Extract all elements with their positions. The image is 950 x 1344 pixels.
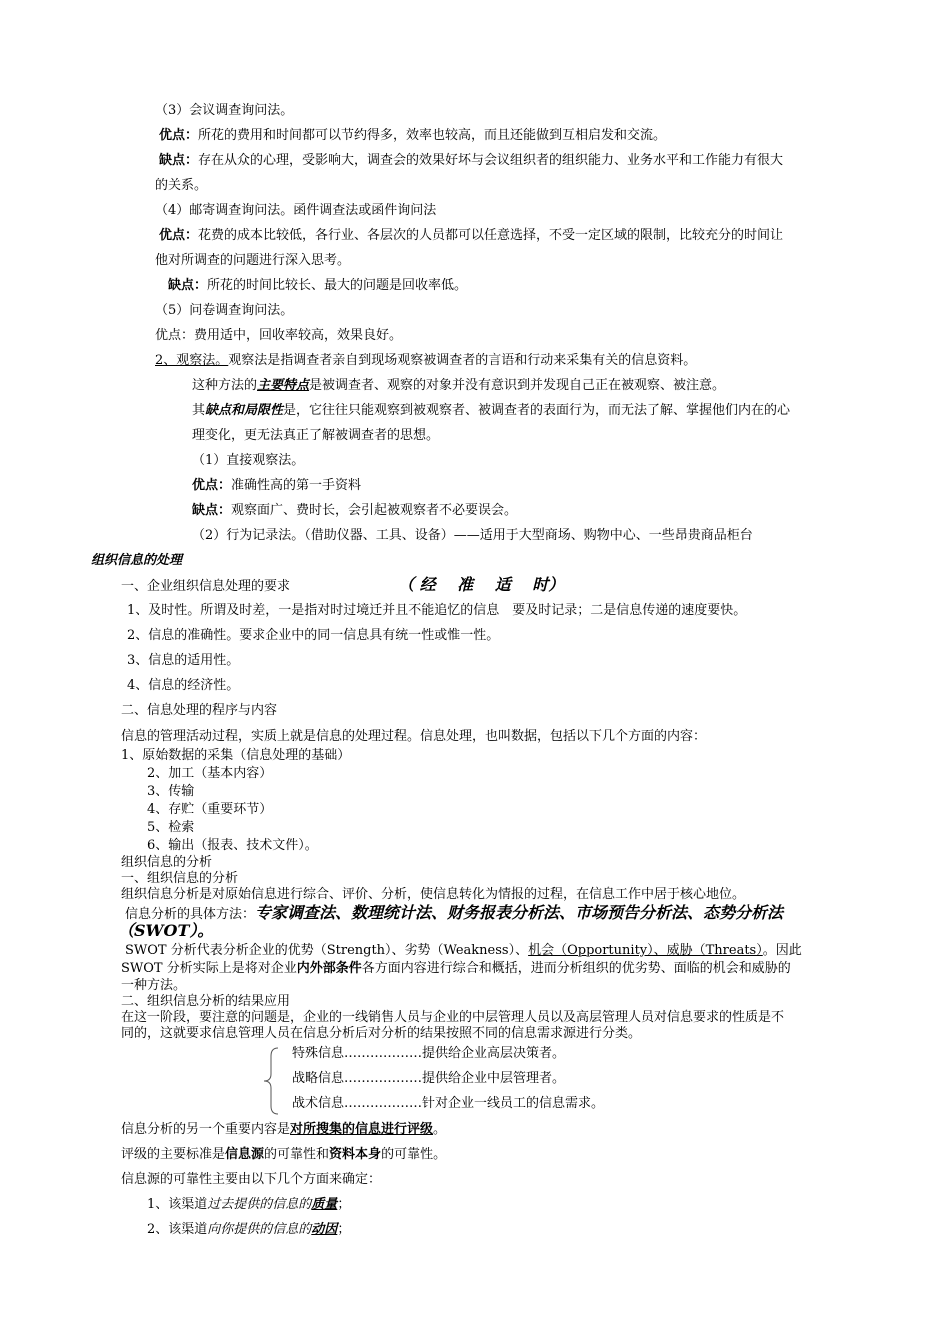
category-tactical: 战术信息………………针对企业一线员工的信息需求。 xyxy=(292,1096,605,1111)
step-4: 4、存贮（重要环节） xyxy=(147,802,273,817)
italic: 向你提供的信息的 xyxy=(207,1222,312,1237)
underlined: 机会（Opportunity）、威胁（Threats） xyxy=(528,943,763,958)
text: 准确性高的第一手资料 xyxy=(231,478,362,493)
requirements-mnemonic: （ 经 准 适 时） xyxy=(398,575,565,594)
emphasis: 资料本身 xyxy=(329,1147,382,1162)
step-2: 2、加工（基本内容） xyxy=(147,766,273,781)
text: 评级的主要标准是 xyxy=(121,1147,226,1162)
observation-limits-cont: 理变化，更无法真正了解被调查者的思想。 xyxy=(192,428,440,443)
observation-feature xyxy=(192,379,725,392)
text: SWOT 分析实际上是将对企业 xyxy=(121,961,297,976)
text: 的可靠性和 xyxy=(264,1147,330,1162)
requirement-4: 4、信息的经济性。 xyxy=(127,678,240,693)
method-5-heading: （5）问卷调查询问法。 xyxy=(155,303,294,318)
requirement-2: 2、信息的准确性。要求企业中的同一信息具有统一性或惟一性。 xyxy=(127,628,500,643)
label: 缺点： xyxy=(168,278,208,293)
swot-line-3: 一种方法。 xyxy=(121,978,187,993)
brace-icon xyxy=(262,1046,280,1116)
section-title-processing: 组织信息的处理 xyxy=(91,553,183,568)
text: SWOT 分析代表分析企业的优势（Strength）、劣势（Weakness）、 xyxy=(125,943,529,958)
swot-line-2 xyxy=(121,962,791,975)
emphasis: 内外部条件 xyxy=(296,961,362,976)
text: 信息分析的另一个重要内容是 xyxy=(121,1122,291,1137)
emphasis: 质量 xyxy=(311,1197,338,1212)
label: 优点： xyxy=(192,478,232,493)
evaluation-line xyxy=(121,1123,446,1136)
reliability-1 xyxy=(147,1198,350,1211)
requirements-heading: 一、企业组织信息处理的要求 xyxy=(121,579,291,594)
category-special: 特殊信息………………提供给企业高层决策者。 xyxy=(292,1046,566,1061)
text: 是被调查者、观察的对象并没有意识到并发现自己正在被观察、被注意。 xyxy=(309,378,726,393)
text: 2、该渠道 xyxy=(147,1222,208,1237)
direct-observation-cons xyxy=(192,504,517,517)
swot-line-1 xyxy=(125,944,802,957)
observation-limits xyxy=(192,404,790,417)
requirement-1: 1、及时性。所谓及时差，一是指对时过境迁并且不能追忆的信息 要及时记录；二是信息传递的速度要快。 xyxy=(127,603,747,618)
italic: 过去提供的信息的 xyxy=(207,1197,312,1212)
text: 花费的成本比较低，各行业、各层次的人员都可以任意选择，不受一定区域的限制，比较充分的时间让 xyxy=(198,228,784,243)
application-line-1: 在这一阶段，要注意的问题是，企业的一线销售人员与企业的中层管理人员以及高层管理人员对信息要求的性质是不 xyxy=(121,1010,785,1025)
observation-method xyxy=(155,354,696,367)
procedure-heading: 二、信息处理的程序与内容 xyxy=(121,703,278,718)
text: 是，它往往只能观察到被观察者、被调查者的表面行为，而无法了解、掌握他们内在的心 xyxy=(283,403,791,418)
text: 的可靠性。 xyxy=(381,1147,447,1162)
methods-list: 专家调查法、数理统计法、财务报表分析法、市场预告分析法、态势分析法 xyxy=(255,903,784,922)
text: 观察法是指调查者亲自到现场观察被调查者的言语和行动来采集有关的信息资料。 xyxy=(228,353,697,368)
method-4-heading: （4）邮寄调查询问法。函件调查法或函件询问法 xyxy=(155,203,437,218)
emphasis: 主要特点 xyxy=(257,378,310,393)
text: 其 xyxy=(192,403,206,418)
text: 观察面广、费时长，会引起被观察者不必要误会。 xyxy=(231,503,518,518)
step-5: 5、检索 xyxy=(147,820,195,835)
text: 各方面内容进行综合和概括，进而分析组织的优劣势、面临的机会和威胁的 xyxy=(361,961,791,976)
text: 1、该渠道 xyxy=(147,1197,208,1212)
text: 所花的费用和时间都可以节约得多，效率也较高，而且还能做到互相启发和交流。 xyxy=(198,128,667,143)
analysis-sub-1: 一、组织信息的分析 xyxy=(121,871,239,886)
method-3-cons xyxy=(159,154,783,167)
label: 优点： xyxy=(159,128,199,143)
method-5-pros: 优点：费用适中，回收率较高，效果良好。 xyxy=(155,328,403,343)
step-6: 6、输出（报表、技术文件）。 xyxy=(147,838,318,853)
analysis-methods xyxy=(125,905,783,921)
method-3-heading: （3）会议调查询问法。 xyxy=(155,103,294,118)
behavior-record: （2）行为记录法。（借助仪器、工具、设备）——适用于大型商场、购物中心、一些昂贵商品柜台 xyxy=(192,528,753,543)
text: 所花的时间比较长、最大的问题是回收率低。 xyxy=(207,278,468,293)
reliability-2 xyxy=(147,1223,350,1236)
label: 信息分析的具体方法： xyxy=(125,907,256,922)
emphasis: 缺点和局限性 xyxy=(205,403,284,418)
application-line-2: 同的，这就要求信息管理人员在信息分析后对分析的结果按照不同的信息需求源进行分类。 xyxy=(121,1026,642,1041)
label: 缺点： xyxy=(192,503,232,518)
emphasis: 对所搜集的信息进行评级 xyxy=(290,1122,434,1137)
analysis-methods-cont: （SWOT）。 xyxy=(118,921,214,940)
method-4-pros xyxy=(159,229,783,242)
method-3-pros xyxy=(159,129,666,142)
method-4-pros-cont: 他对所调查的问题进行深入思考。 xyxy=(155,253,351,268)
reliability-intro: 信息源的可靠性主要由以下几个方面来确定： xyxy=(121,1172,382,1187)
text: 存在从众的心理，受影响大，调查会的效果好坏与会议组织者的组织能力、业务水平和工作能力有很大 xyxy=(198,153,784,168)
direct-observation: （1）直接观察法。 xyxy=(192,453,305,468)
method-3-cons-cont: 的关系。 xyxy=(155,178,208,193)
requirement-3: 3、信息的适用性。 xyxy=(127,653,240,668)
text: ； xyxy=(337,1197,351,1212)
direct-observation-pros xyxy=(192,479,361,492)
label: 2、观察法。 xyxy=(155,353,229,368)
text: 。因此 xyxy=(762,943,802,958)
emphasis: 动因 xyxy=(311,1222,338,1237)
label: 优点： xyxy=(159,228,199,243)
step-3: 3、传输 xyxy=(147,784,195,799)
analysis-definition: 组织信息分析是对原始信息进行综合、评价、分析，使信息转化为情报的过程，在信息工作中居于核心地位。 xyxy=(121,887,746,902)
procedure-intro: 信息的管理活动过程，实质上就是信息的处理过程。信息处理，也叫数据，包括以下几个方面的内容： xyxy=(121,729,707,744)
text: 这种方法的 xyxy=(192,378,258,393)
category-strategic: 战略信息………………提供给企业中层管理者。 xyxy=(292,1071,566,1086)
text: 。 xyxy=(433,1122,447,1137)
analysis-sub-2: 二、组织信息分析的结果应用 xyxy=(121,994,291,1009)
text: ； xyxy=(337,1222,351,1237)
standard-line xyxy=(121,1148,446,1161)
label: 缺点： xyxy=(159,153,199,168)
method-4-cons xyxy=(168,279,467,292)
section-title-analysis: 组织信息的分析 xyxy=(121,855,213,870)
emphasis: 信息源 xyxy=(225,1147,265,1162)
step-1: 1、原始数据的采集（信息处理的基础） xyxy=(121,748,351,763)
